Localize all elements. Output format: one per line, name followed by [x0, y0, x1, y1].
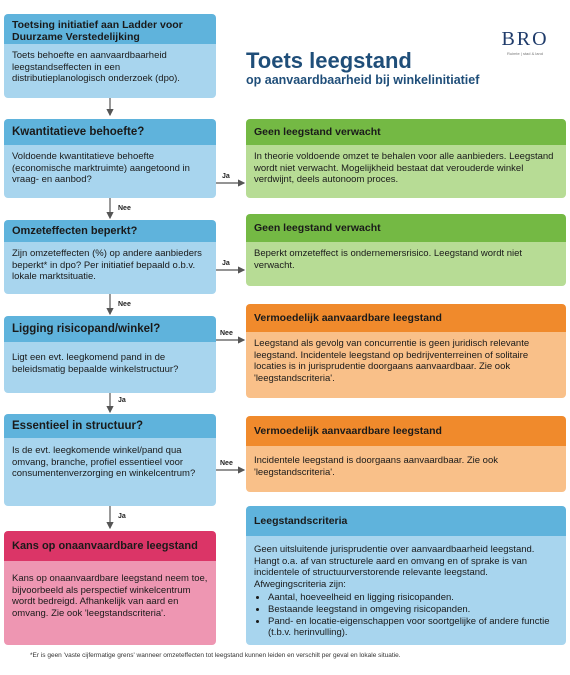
left-box-2-header: Kwantitatieve behoefte?	[4, 119, 216, 145]
label-ja-2: Ja	[222, 260, 230, 267]
label-nee-1: Nee	[118, 205, 131, 212]
right-box-4-header: Vermoedelijk aanvaardbare leegstand	[246, 416, 566, 446]
left-box-3-body: Zijn omzeteffecten (%) op andere aanbieders beperkt* in dpo? Per initiatief bepaald o.b.v. lokale marktsituatie.	[4, 242, 216, 294]
right-box-4-body: Incidentele leegstand is doorgaans aanvaardbaar. Zie ook 'leegstandscriteria'.	[246, 446, 566, 492]
page-subtitle: op aanvaardbaarheid bij winkelinitiatief	[246, 73, 480, 87]
label-ja-4: Ja	[118, 513, 126, 520]
label-ja-3: Ja	[118, 397, 126, 404]
logo	[490, 28, 560, 56]
left-box-4-header: Ligging risicopand/winkel?	[4, 316, 216, 342]
right-box-3-header: Vermoedelijk aanvaardbare leegstand	[246, 304, 566, 332]
criteria-item: • Bestaande leegstand in omgeving risicopanden.	[268, 604, 558, 616]
criteria-list	[254, 592, 558, 638]
criteria-item: • Aantal, hoeveelheid en ligging risicopanden.	[268, 592, 558, 604]
left-box-1-body: Toets behoefte en aanvaardbaarheid leegstandseffecten in een distributieplanologisch onderzoek (dpo).	[4, 44, 216, 98]
criteria-item: • Pand- en locatie-eigenschappen voor soortgelijke of andere functie (t.b.v. herinvulling).	[268, 616, 558, 639]
label-nee-4: Nee	[220, 460, 233, 467]
left-box-2-body: Voldoende kwantitatieve behoefte (economische marktruimte) aangetoond in vraag- en aanbod?	[4, 145, 216, 198]
page-title: Toets leegstand	[246, 48, 412, 73]
right-box-2-body: Beperkt omzeteffect is ondernemersrisico. Leegstand wordt niet verwacht.	[246, 242, 566, 286]
left-box-6-body: Kans op onaanvaardbare leegstand neem toe, bijvoorbeeld als perspectief winkelcentrum wordt bedreigd. Afhankelijk van aard en omvang. Zie ook 'leegstandscriteria'.	[4, 561, 216, 645]
logo-text: BRO	[501, 28, 549, 50]
logo-subtext: Ruimte | stad & land	[507, 51, 543, 56]
right-box-2-header: Geen leegstand verwacht	[246, 214, 566, 242]
left-box-5-header: Essentieel in structuur?	[4, 414, 216, 438]
left-box-6-header: Kans op onaanvaardbare leegstand	[4, 531, 216, 561]
criteria-body	[246, 536, 566, 645]
label-nee-2: Nee	[118, 301, 131, 308]
criteria-header: Leegstandscriteria	[246, 506, 566, 536]
right-box-3-body: Leegstand als gevolg van concurrentie is geen juridisch relevante leegstand. Incidentele leegstand op bedrijventerreinen of solitaire locaties is in jurisprudentie doorgaans aanvaardbaar. Zie ook 'leegstandscriteria'.	[246, 332, 566, 398]
footnote: *Er is geen 'vaste cijfermatige grens' wanneer omzeteffecten tot leegstand kunnen leiden en verschilt per geval en lokale situatie.	[30, 652, 401, 659]
label-nee-3: Nee	[220, 330, 233, 337]
left-box-1-header: Toetsing initiatief aan Ladder voor Duurzame Verstedelijking	[4, 14, 216, 44]
right-box-1-header: Geen leegstand verwacht	[246, 119, 566, 145]
left-box-5-body: Is de evt. leegkomende winkel/pand qua omvang, branche, profiel essentieel voor consumentenverzorging en winkelcentrum?	[4, 438, 216, 506]
criteria-text: Geen uitsluitende jurisprudentie over aanvaardbaarheid leegstand. Hangt o.a. af van structurele aard en omvang en of sprake is van incidentele of structuurverstorende relevante leegstand. Afwegingscriteria zijn:	[254, 544, 535, 590]
label-ja-1: Ja	[222, 173, 230, 180]
left-box-4-body: Ligt een evt. leegkomend pand in de beleidsmatig bepaalde winkelstructuur?	[4, 342, 216, 393]
left-box-3-header: Omzeteffecten beperkt?	[4, 220, 216, 242]
right-box-1-body: In theorie voldoende omzet te behalen voor alle aanbieders. Leegstand wordt niet verwacht. Mogelijkheid bestaat dat verouderde winkel verdwijnt, deels autonoom proces.	[246, 145, 566, 198]
